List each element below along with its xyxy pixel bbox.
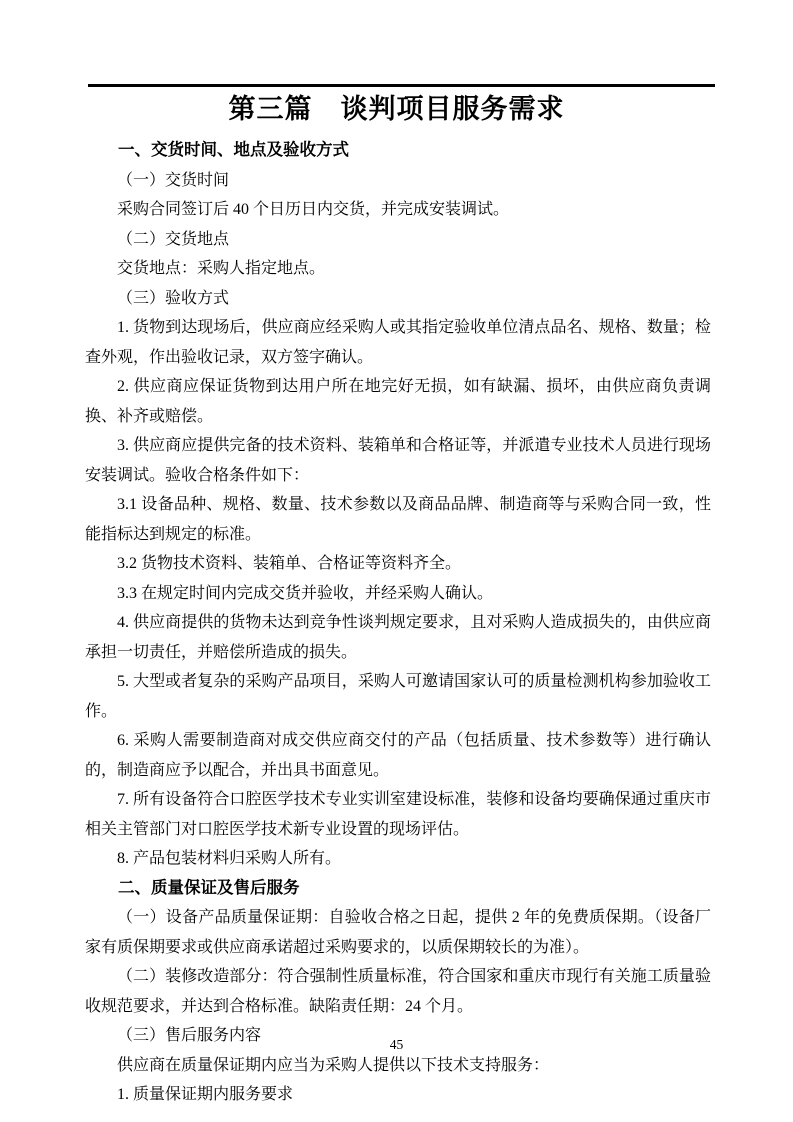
paragraph: 供应商在质量保证期内应当为采购人提供以下技术支持服务： [117, 1056, 550, 1074]
page-title: 第三篇 谈判项目服务需求 [228, 94, 565, 124]
paragraph: 1. 货物到达现场后，供应商应经采购人或其指定验收单位清点品名、规格、数量；检查外观，作出验收记录，双方签字确认。 [85, 319, 711, 366]
paragraph: 采购合同签订后 40 个日历日内交货，并完成安装调试。 [117, 201, 510, 218]
paragraph: 6. 采购人需要制造商对成交供应商交付的产品（包括质量、技术参数等）进行确认的，制造商应予以配合，并出具书面意见。 [85, 732, 711, 779]
paragraph: （二）交货地点 [117, 230, 230, 248]
section-heading-warranty: 二、质量保证及售后服务 [118, 878, 300, 897]
section-heading-delivery: 一、交货时间、地点及验收方式 [118, 141, 349, 159]
paragraph: 1. 质量保证期内服务要求 [117, 1086, 294, 1103]
paragraph: （一）交货时间 [117, 171, 230, 189]
paragraph: （三）售后服务内容 [117, 1027, 262, 1044]
paragraph: 3.2 货物技术资料、装箱单、合格证等资料齐全。 [117, 555, 462, 572]
paragraph: 2. 供应商应保证货物到达用户所在地完好无损，如有缺漏、损坏，由供应商负责调换、补齐或赔偿。 [85, 378, 711, 425]
paragraph: 7. 所有设备符合口腔医学技术专业实训室建设标准，装修和设备均要确保通过重庆市相关主管部门对口腔医学技术新专业设置的现场评估。 [85, 791, 711, 838]
paragraph: 8. 产品包装材料归采购人所有。 [117, 850, 342, 867]
paragraph: 3.1 设备品种、规格、数量、技术参数以及商品品牌、制造商等与采购合同一致，性能指标达到规定的标准。 [85, 496, 711, 543]
paragraph: 3.3 在规定时间内完成交货并验收，并经采购人确认。 [117, 584, 494, 602]
paragraph: 5. 大型或者复杂的采购产品项目，采购人可邀请国家认可的质量检测机构参加验收工作。 [85, 673, 711, 720]
paragraph: 3. 供应商应提供完备的技术资料、装箱单和合格证等，并派遣专业技术人员进行现场安装调试。验收合格条件如下： [85, 437, 711, 484]
paragraph: （三）验收方式 [117, 289, 230, 307]
paragraph: 交货地点：采购人指定地点。 [117, 260, 326, 277]
paragraph: 4. 供应商提供的货物未达到竞争性谈判规定要求，且对采购人造成损失的，由供应商承担一切责任，并赔偿所造成的损失。 [85, 614, 711, 661]
page-number: 45 [389, 1037, 404, 1052]
document-body [85, 136, 711, 1110]
paragraph: （一）设备产品质量保证期：自验收合格之日起，提供 2 年的免费质保期。（设备厂家有质保期要求或供应商承诺超过采购要求的，以质保期较长的为准）。 [85, 909, 711, 956]
paragraph: （二）装修改造部分：符合强制性质量标准，符合国家和重庆市现行有关施工质量验收规范要求，并达到合格标准。缺陷责任期：24 个月。 [85, 968, 711, 1015]
